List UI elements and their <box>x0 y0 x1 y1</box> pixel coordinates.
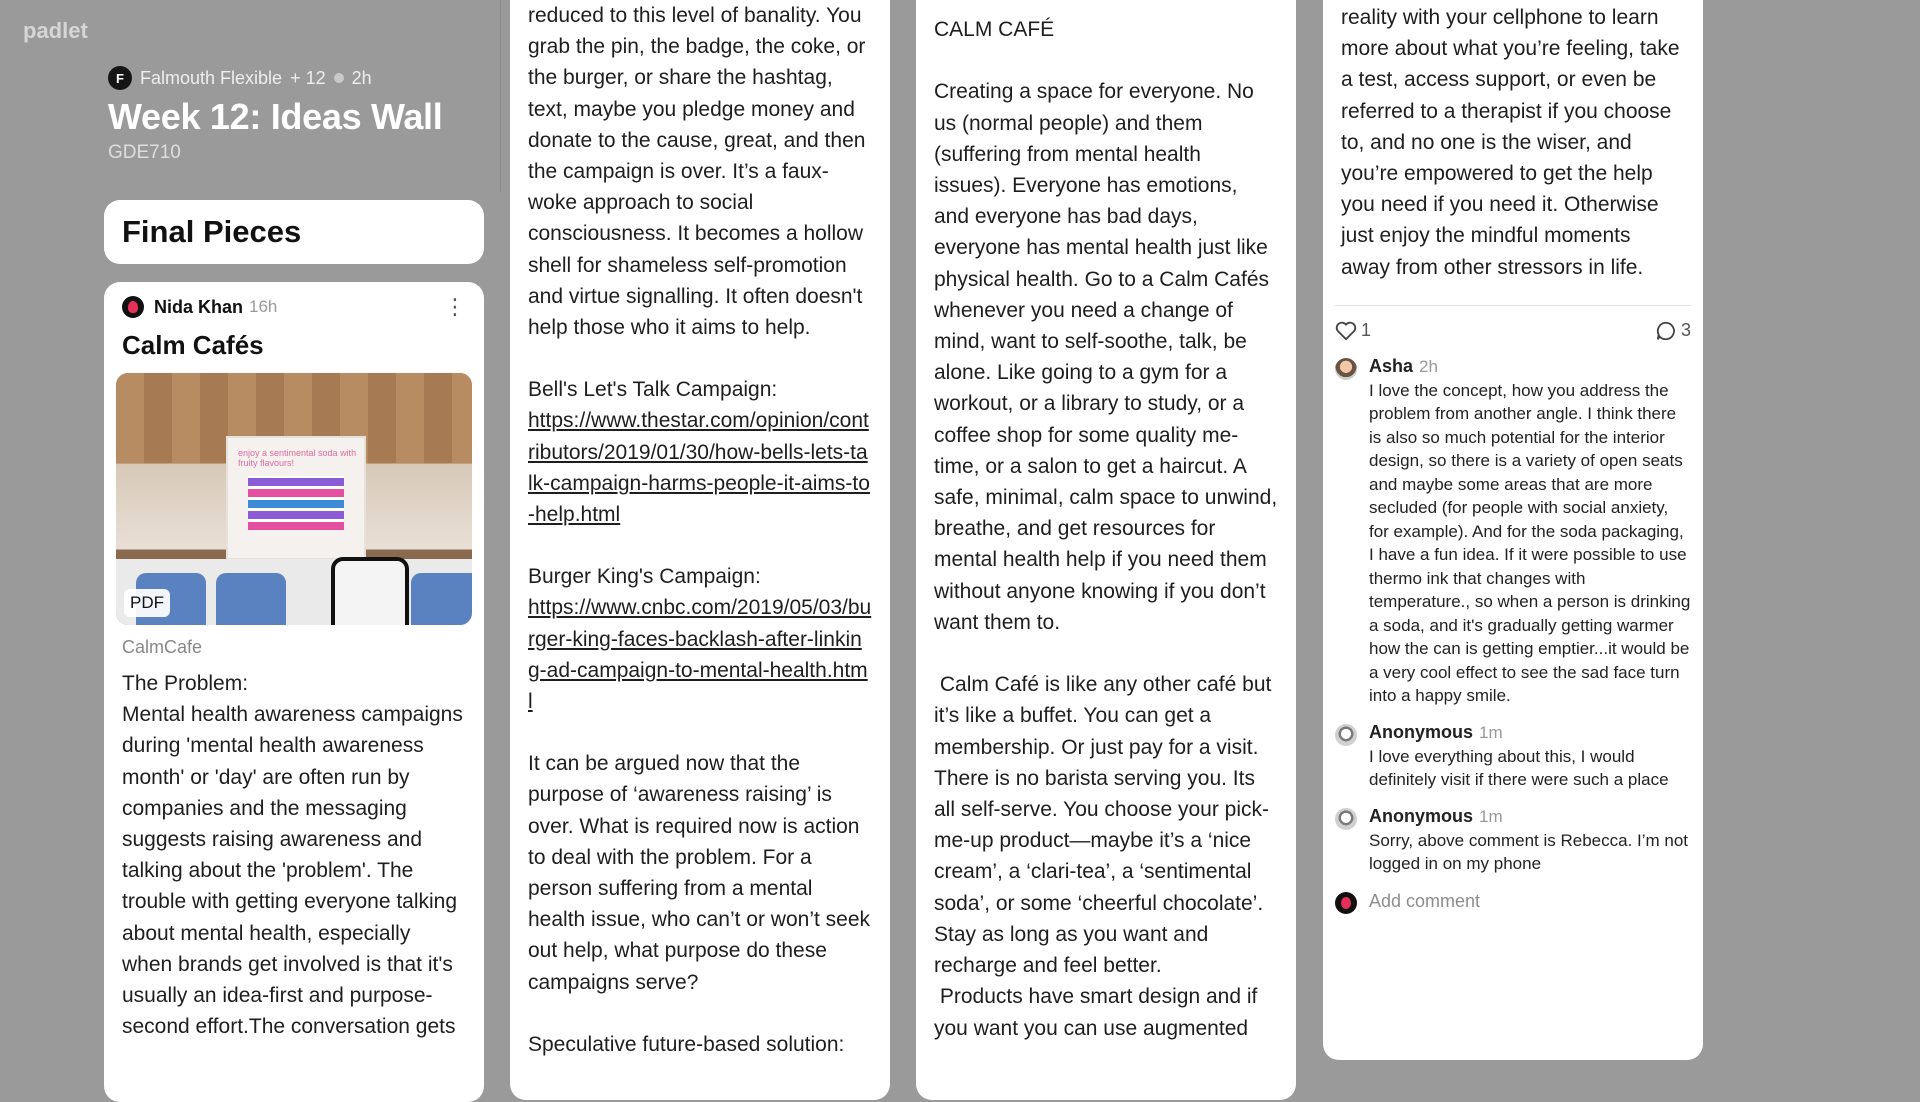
commenter-name: Anonymous 1m <box>1369 805 1503 826</box>
comment-text: Sorry, above comment is Rebecca. I’m not logged in on my phone <box>1369 830 1689 874</box>
attachment-preview[interactable] <box>116 373 472 625</box>
bk-campaign-link[interactable]: https://www.cnbc.com/2019/05/03/burger-king-faces-backlash-after-linking-ad-campaign-to-mental-health.html <box>528 596 872 714</box>
post-body-part-3: It can be argued now that the purpose of ‘awareness raising’ is over. What is required now is action to deal with the problem. For a person suffering from a mental health issue, who can’t or won’t seek out help, what purpose do these campaigns serve? <box>528 752 876 994</box>
comment-item <box>1323 356 1703 708</box>
comment-count: 3 <box>1680 320 1691 341</box>
comment-text: I love everything about this, I would definitely visit if there were such a place <box>1369 746 1669 790</box>
post-card-continued[interactable] <box>510 0 890 1100</box>
bell-campaign-label: Bell's Let's Talk Campaign: <box>528 378 778 402</box>
org-avatar[interactable]: F <box>108 66 132 90</box>
post-card-end[interactable] <box>1323 0 1703 1060</box>
attachment-name[interactable]: CalmCafe <box>122 637 203 657</box>
author-name[interactable]: Nida Khan <box>154 296 244 317</box>
section-title: Final Pieces <box>122 214 302 249</box>
padlet-logo[interactable]: padlet <box>23 18 88 43</box>
board-subtitle: GDE710 <box>108 142 181 163</box>
contributors-count[interactable]: + 12 <box>290 67 326 88</box>
post-body-part-6: reality with your cellphone to learn more about what you’re feeling, take a test, access support, or even be referred to a therapist if you choose to, and no one is the wiser, and you’re empowered to get the help you need if you need it. Otherwise just enjoy the mindful moments away from other stressors in life. <box>1341 6 1686 279</box>
post-body-part-5: CALM CAFÉ Creating a space for everyone. No us (normal people) and them (suffering from mental health issues). Everyone has emotions, and everyone has bad days, everyone has mental health just like physical health. Go to a Calm Cafés whenever you need a change of mind, want to self-soothe, talk, be alone. Like going to a gym for a workout, or a library to study, or a coffee shop for some quality me-time, or a salon to get a haircut. A safe, minimal, calm space to unwind, breathe, and get resources for mental health help if you need them without anyone knowing if you don’t want them to. Calm Café is like any other café but it’s like a buffet. You can get a membership. Or just pay for a visit. There is no barista serving you. Its all self-serve. You choose your pick-me-up product—maybe it’s a ‘nice cream’, a ‘clari-tea’, a ‘sentimental soda’, or some ‘cheerful chocolate’. Stay as long as you want and recharge and feel better. Products have smart design and if you want you can use augmented <box>934 18 1278 1040</box>
comment-text: I love the concept, how you address the problem from another angle. I think there is also so much potential for the interior design, so there is a variety of open seats and maybe some areas that are more secluded (for people with social anxiety, for example). And for the soda packaging, I have a fun idea. If it were possible to use thermo ink that changes with temperature., so when a person is drinking a soda, and it's gradually getting warmer how the can is getting emptier...it would be a very cool effect to see the sad face turn into a happy smile. <box>1369 380 1691 706</box>
commenter-name: Anonymous 1m <box>1369 721 1503 742</box>
section-header[interactable] <box>104 200 484 264</box>
column-1 <box>104 0 484 1080</box>
comment-time: 1m <box>1479 722 1503 742</box>
post-body-part-4: Speculative future-based solution: <box>528 1032 845 1056</box>
org-name[interactable]: Falmouth Flexible <box>140 67 283 88</box>
post-card[interactable] <box>104 282 484 1102</box>
like-button[interactable] <box>1335 320 1371 341</box>
commenter-avatar <box>1335 808 1357 830</box>
add-comment-row <box>1323 890 1703 914</box>
product-jar <box>216 573 286 625</box>
comments-button[interactable] <box>1655 320 1691 342</box>
post-title: Calm Cafés <box>122 330 264 360</box>
comment-time: 1m <box>1479 806 1503 826</box>
more-vertical-icon[interactable]: ⋮ <box>444 294 466 319</box>
comment-item <box>1323 722 1703 792</box>
column-4 <box>1323 0 1703 1080</box>
comment-item <box>1323 806 1703 876</box>
commenter-avatar[interactable] <box>1335 358 1357 380</box>
product-jar <box>411 573 472 625</box>
post-body-part-2: reduced to this level of banality. You grab the pin, the badge, the coke, or the burger, or share the hashtag, text, maybe you pledge money and donate to the cause, great, and then the campaign is over. It’s a faux-woke approach to social consciousness. It becomes a hollow shell for shameless self-promotion and virtue signalling. It often doesn't help those who it aims to help. <box>528 4 872 340</box>
author-avatar[interactable] <box>122 296 144 318</box>
column-2 <box>510 0 890 1080</box>
post-header <box>104 282 484 318</box>
post-card-continued[interactable] <box>916 0 1296 1100</box>
like-count: 1 <box>1361 320 1372 341</box>
board-title: Week 12: Ideas Wall <box>108 96 443 137</box>
bell-campaign-link[interactable]: https://www.thestar.com/opinion/contributors/2019/01/30/how-bells-lets-talk-campaign-harms-people-it-aims-to-help.html <box>528 409 870 527</box>
column-3 <box>916 0 1296 1080</box>
comment-bubble-icon <box>1655 320 1677 342</box>
poster-cans <box>248 476 344 530</box>
post-time: 16h <box>249 297 278 316</box>
commenter-name[interactable]: Asha 2h <box>1369 355 1438 376</box>
post-body-part-1: The Problem: Mental health awareness campaigns during 'mental health awareness month' or 'day' are often run by companies and the messaging suggests raising awareness and talking about the 'problem'. The trouble with getting everyone talking about mental health, especially when brands get involved is that it's usually an idea-first and purpose-second effort.The conversation gets <box>122 672 463 1039</box>
comment-time: 2h <box>1419 356 1438 376</box>
reactions-bar <box>1323 306 1703 356</box>
updated-time: 2h <box>351 67 372 88</box>
poster-text: enjoy a sentimental soda with fruity flavours! <box>238 448 357 468</box>
pdf-badge: PDF <box>124 589 170 617</box>
add-comment-input[interactable]: Add comment <box>1369 891 1481 912</box>
commenter-avatar <box>1335 724 1357 746</box>
current-user-avatar <box>1335 892 1357 914</box>
heart-icon <box>1335 321 1357 341</box>
attachment-poster <box>228 438 364 558</box>
bk-campaign-label: Burger King's Campaign: <box>528 565 761 589</box>
phone-mockup <box>331 557 409 625</box>
